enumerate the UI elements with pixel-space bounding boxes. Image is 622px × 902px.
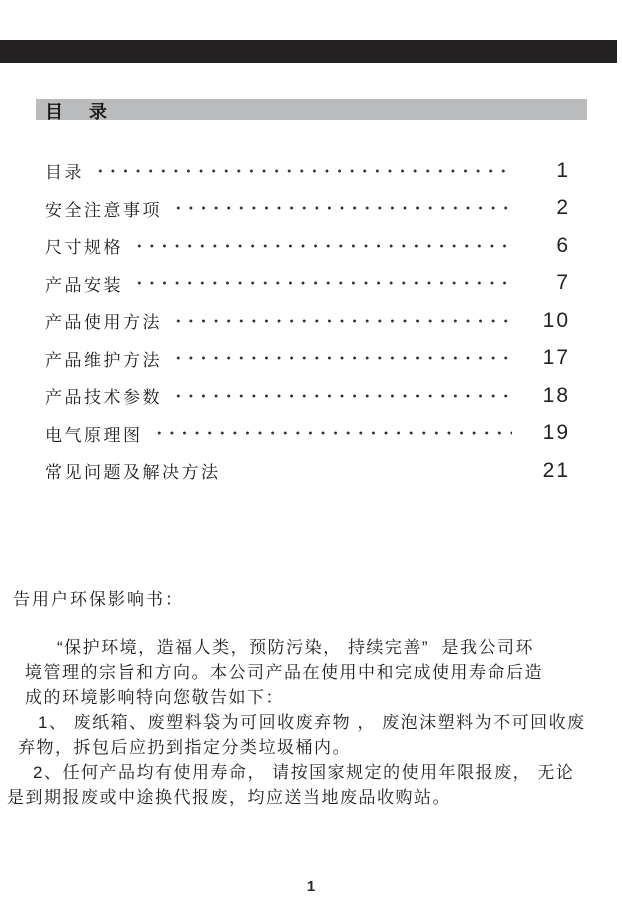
toc-leader-blank xyxy=(231,452,513,490)
toc-page-number: 21 xyxy=(542,458,570,482)
env-notice-heading: 告用户环保影响书： xyxy=(13,590,184,609)
env-notice-line: 2、任何产品均有使用寿命， 请按国家规定的使用年限报废， 无论 xyxy=(33,763,575,782)
env-notice-line: 境管理的宗旨和方向。本公司产品在使用中和完成使用寿命后造 xyxy=(25,663,543,682)
toc-row xyxy=(45,415,570,453)
footer-page-number: 1 xyxy=(306,878,316,895)
toc-row xyxy=(45,152,570,190)
toc-row xyxy=(45,340,570,378)
toc-label: 尺寸规格 xyxy=(45,238,123,258)
top-black-bar xyxy=(0,40,617,63)
env-notice-line: 是到期报废或中途换代报废，均应送当地废品收购站。 xyxy=(7,788,451,807)
env-notice-body xyxy=(7,635,614,810)
toc-leader-dots xyxy=(172,302,512,340)
env-notice-line: “保护环境，造福人类，预防污染， 持续完善” 是我公司环 xyxy=(57,638,534,657)
toc-leader-dots xyxy=(172,190,512,228)
toc-leader-dots xyxy=(172,377,512,415)
toc-page-number: 10 xyxy=(542,308,570,332)
env-notice-line: 成的环境影响特向您敬告如下： xyxy=(25,688,284,707)
toc-row xyxy=(45,452,570,490)
toc-page-number: 17 xyxy=(542,346,570,370)
toc-row xyxy=(45,302,570,340)
toc-page-number: 7 xyxy=(556,271,570,295)
toc-list xyxy=(45,152,570,490)
toc-row xyxy=(45,227,570,265)
toc-header xyxy=(36,99,587,120)
toc-header-title: 目 录 xyxy=(45,101,111,122)
toc-page-number: 6 xyxy=(556,233,570,257)
toc-page-number: 19 xyxy=(542,421,570,445)
toc-leader-dots xyxy=(153,415,513,453)
toc-label: 产品安装 xyxy=(45,275,123,295)
toc-row xyxy=(45,190,570,228)
toc-page-number: 2 xyxy=(556,196,570,220)
toc-leader-dots xyxy=(133,227,512,265)
toc-label: 安全注意事项 xyxy=(45,200,162,220)
toc-leader-dots xyxy=(172,340,512,378)
toc-label: 电气原理图 xyxy=(45,425,143,445)
toc-label: 目录 xyxy=(45,163,84,183)
toc-row xyxy=(45,377,570,415)
toc-label: 常见问题及解决方法 xyxy=(45,463,221,483)
toc-page-number: 18 xyxy=(542,383,570,407)
toc-leader-dots xyxy=(94,152,512,190)
env-notice-line: 弃物，拆包后应扔到指定分类垃圾桶内。 xyxy=(18,738,351,757)
env-notice-line: 1、 废纸箱、废塑料袋为可回收废弃物 ， 废泡沫塑料为不可回收废 xyxy=(38,713,586,732)
toc-row xyxy=(45,265,570,303)
toc-label: 产品技术参数 xyxy=(45,388,162,408)
toc-label: 产品维护方法 xyxy=(45,350,162,370)
toc-label: 产品使用方法 xyxy=(45,313,162,333)
toc-leader-dots xyxy=(133,265,512,303)
toc-page-number: 1 xyxy=(556,158,570,182)
